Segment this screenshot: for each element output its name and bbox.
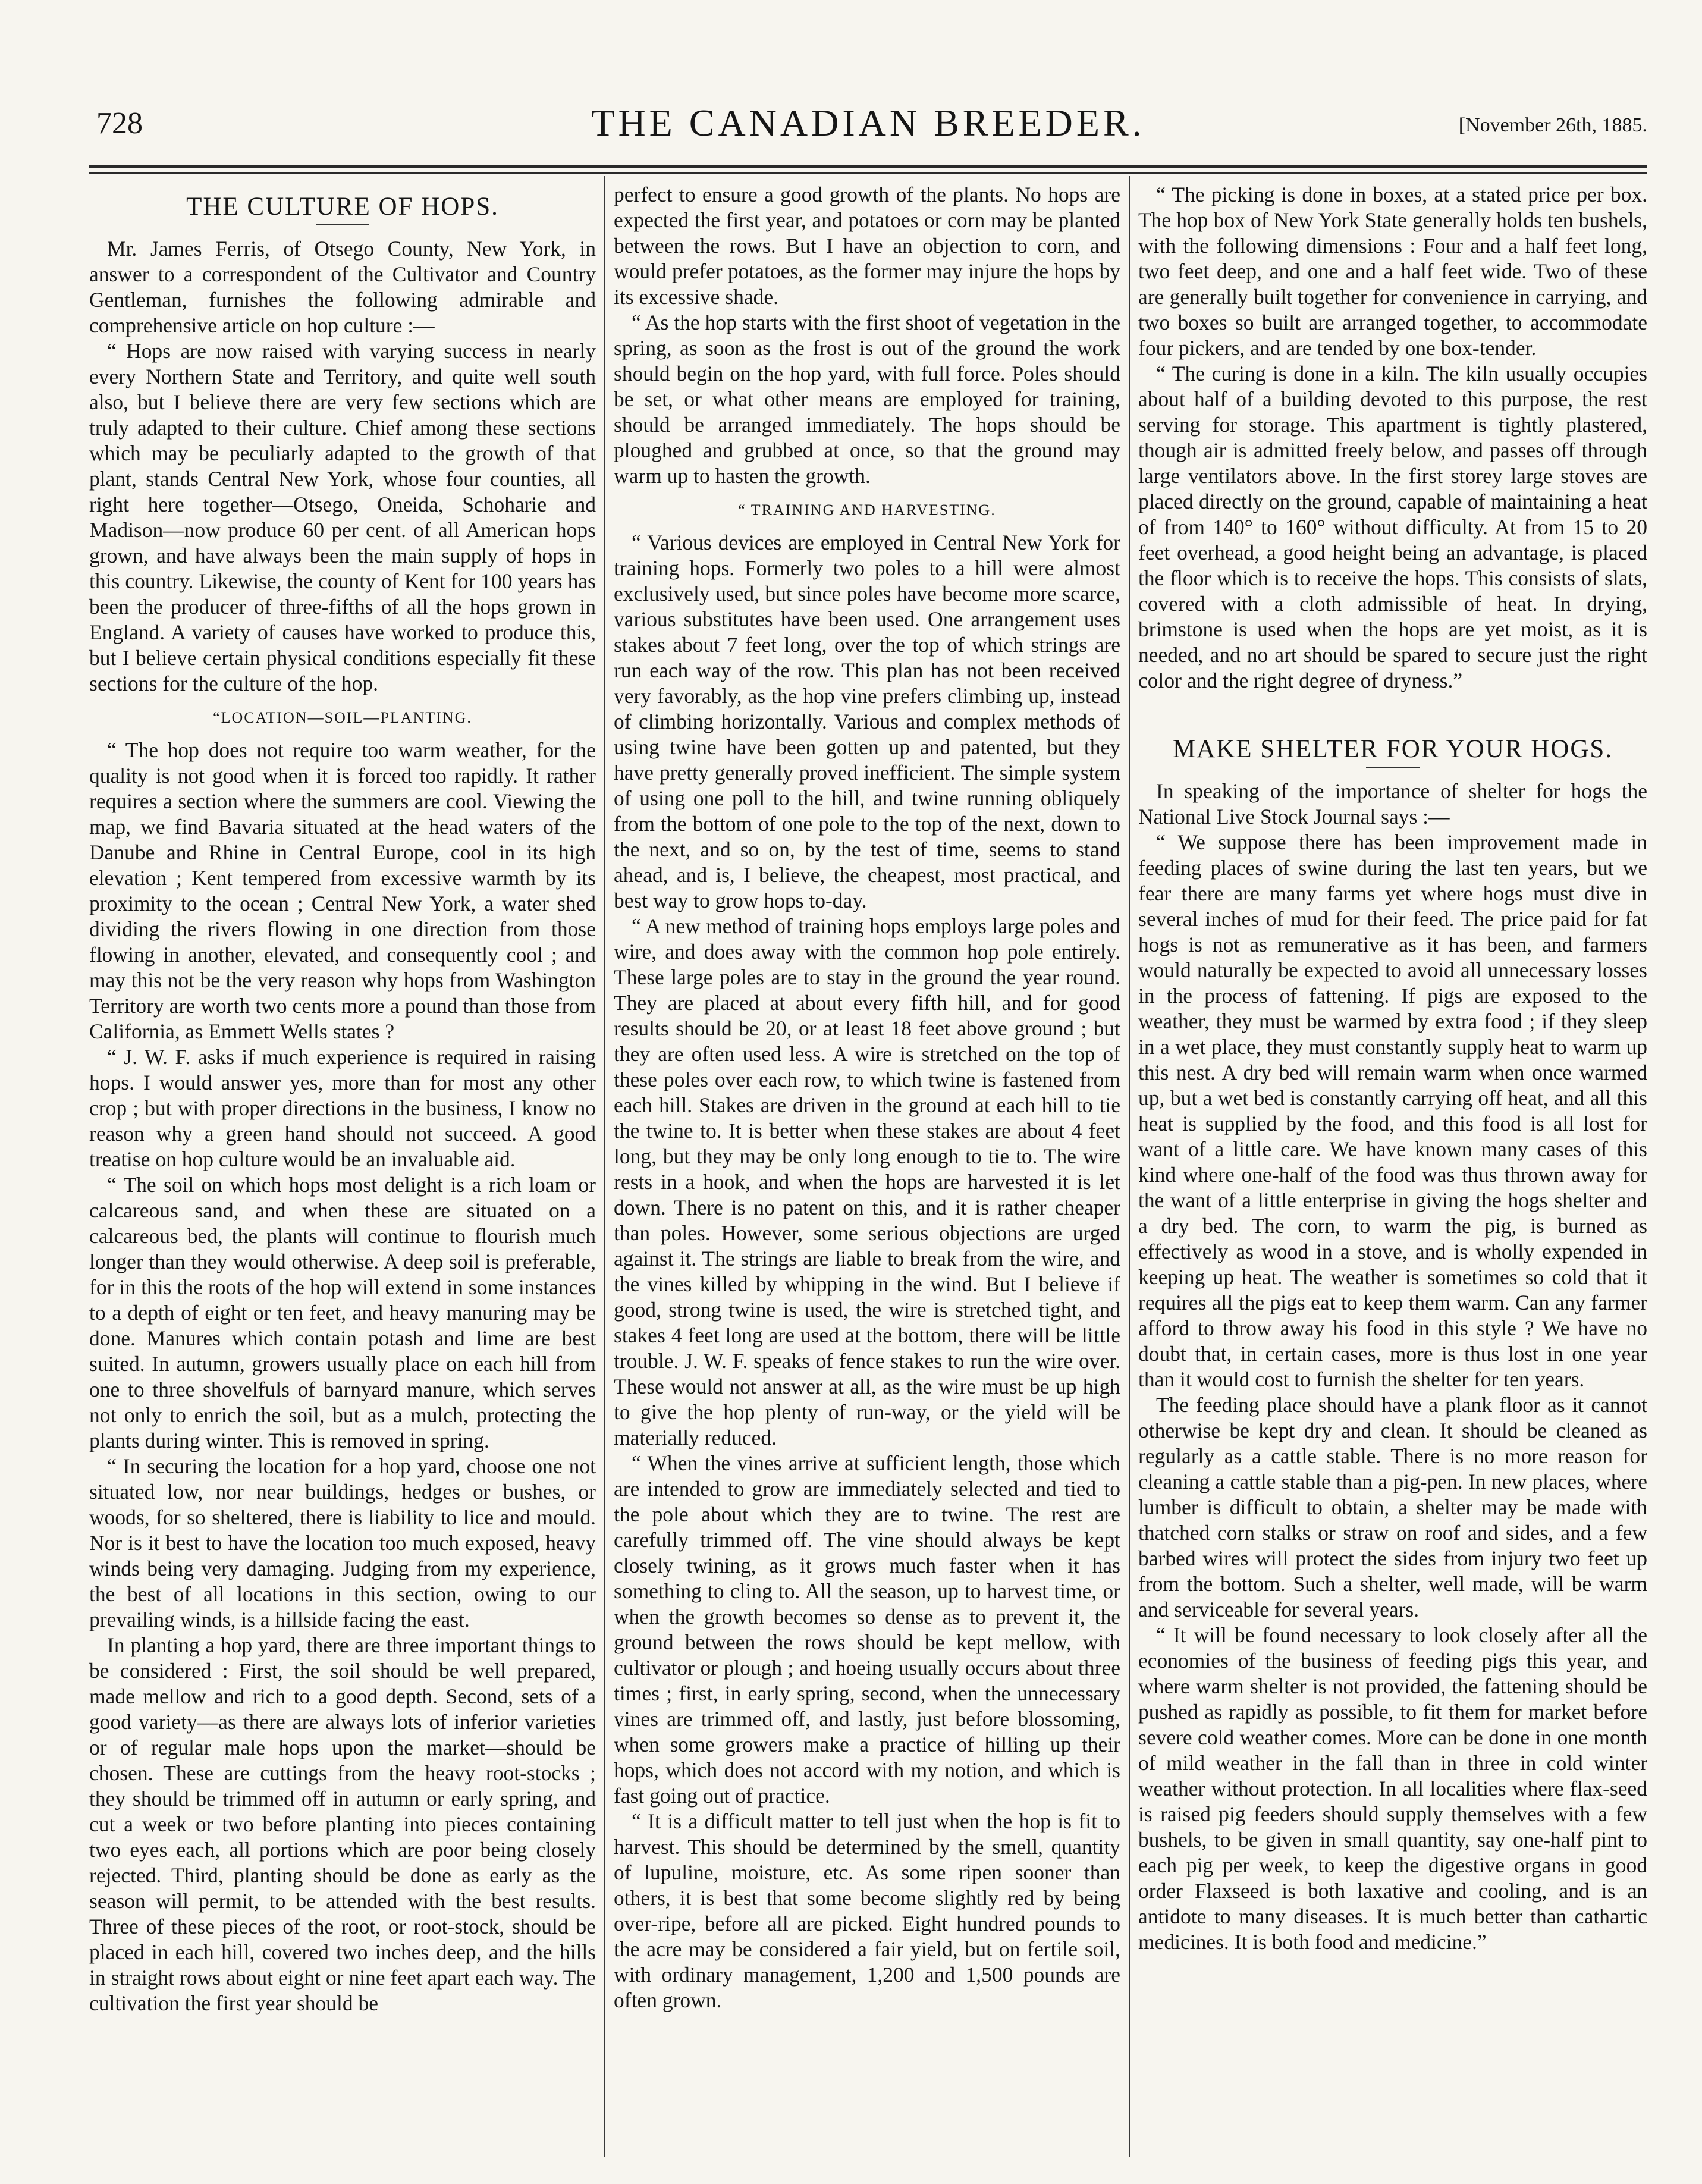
paragraph: In planting a hop yard, there are three important things to be considered : First, the soil should be well prepared, made mellow and rich to a good depth. Second, sets of a good variety—as there are always lots of inferior varieties or of regular male hops upon the market—should be chosen. These are cuttings from the heavy root-stocks ; they should be trimmed off in autumn or early spring, and cut a week or two before planting into pieces containing two eyes each, all portions which are poor being closely rejected. Third, planting should be done as early as the season will permit, to be attended with the best results. Three of these pieces of the root, or root-stock, should be placed in each hill, covered two inches deep, and the hills in straight rows about eight or nine feet apart each way. The cultivation the first year should be (89, 1633, 596, 2015)
article-title: THE CULTURE OF HOPS. (186, 193, 499, 221)
paragraph: “ Various devices are employed in Central New York for training hops. Formerly two poles to a hill were almost exclusively used, but since poles have become more scarce, various substitutes have been used. One arrangement uses stakes about 7 feet long, over the top of which strings are run each way of the row. This plan has not been received very favorably, as the hop vine prefers climbing up, instead of climbing horizontally. Various and complex methods of using twine have been gotten up and patented, but they have pretty generally proved inefficient. The simple system of using one poll to the hill, and twine running obliquely from the bottom of one pole to the top of the next, down to the next, and so on, by the test of time, seems to stand ahead, and is, I believe, the cheapest, most practical, and best way to grow hops to-day. (614, 531, 1120, 912)
paragraph: “ The soil on which hops most delight is a rich loam or calcareous sand, and when these are situated on a calcareous bed, the plants will continue to flourish much longer than they would otherwise. A deep soil is preferable, for in this the roots of the hop will extend in some instances to a depth of eight or ten feet, and heavy manuring may be done. Manures which contain potash and lime are best suited. In autumn, growers usually place on each hill from one to three shovelfuls of barnyard manure, which serves not only to enrich the soil, but as a mulch, protecting the plants during winter. This is removed in spring. (89, 1173, 596, 1452)
paragraph: “ The picking is done in boxes, at a stated price per box. The hop box of New York State generally holds ten bushels, with the following dimensions : Four and a half feet long, two feet deep, and one and a half feet wide. Two of these are generally built together for convenience in carrying, and two boxes so built are arranged together, to accommodate four pickers, and are tended by one box-tender. (1138, 183, 1647, 360)
paragraph: “ In securing the location for a hop yard, choose one not situated low, nor near buildings, hedges or bushes, or woods, for so sheltered, there is liability to lice and mould. Nor is it best to have the location too much exposed, heavy winds being very damaging. Judging from my experience, the best of all locations in this section, owing to our prevailing winds, is a hillside facing the east. (89, 1454, 596, 1631)
paragraph: “ It will be found necessary to look closely after all the economies of the business of feeding pigs this year, and where warm shelter is not provided, the fattening should be pushed as rapidly as possible, to fit them for market before severe cold weather comes. More can be done in one month of mild weather in the fall than in three in cold winter weather without protection. In all localities where flax-seed is raised pig feeders should supply themselves with a few bushels, to be given in small quantity, say one-half pint to each pig per week, to keep the digestive organs in good order Flaxseed is both laxative and cooling, and is an antidote to many diseases. It is much better than cathartic medicines. It is both food and medicine.” (1138, 1623, 1647, 1954)
paragraph: “ The curing is done in a kiln. The kiln usually occupies about half of a building devoted to this purpose, the rest serving for storage. This apartment is tightly plastered, though air is admitted freely below, and passes off through large ventilators above. In the first storey large stoves are placed directly on the ground, capable of maintaining a heat of from 140° to 160° without difficulty. At from 15 to 20 feet overhead, a good height being an advantage, is placed the floor which is to receive the hops. This consists of slats, covered with a cloth admissible of heat. In drying, brimstone is used when the hops are yet moist, as it is needed, and no art should be spared to secure just the right color and the right degree of dryness.” (1138, 362, 1647, 692)
paragraph: “ A new method of training hops employs large poles and wire, and does away with the common hop pole entirely. These large poles are to stay in the ground the year round. They are placed at about every fifth hill, and for good results should be 20, or at least 18 feet above ground ; but they are often used less. A wire is stretched on the top of these poles over each row, to which twine is fastened from each hill. Stakes are driven in the ground at each hill to tie the twine to. It is better when these stakes are about 4 feet long, but they may be only long enough to tie to. The wire rests in a hook, and when the hops are harvested it is let down. There is no patent on this, and it is rather cheaper than poles. However, some serious objections are urged against it. The strings are liable to break from the wire, and the vines killed by whipping in the wind. But I believe if good, strong twine is used, the wire is stretched tight, and stakes 4 feet long are used at the bottom, there will be little trouble. J. W. F. speaks of fence stakes to run the wire over. These would not answer at all, as the wire must be up high to give the hop plenty of run-way, or the yield will be materially reduced. (614, 914, 1120, 1449)
header-rule (89, 165, 1647, 168)
article-intro: In speaking of the importance of shelter for hogs the National Live Stock Journal says :— (1138, 779, 1647, 829)
paragraph: “ As the hop starts with the first shoot of vegetation in the spring, as soon as the frost is out of the ground the work should begin on the hop yard, with full force. Poles should be set, or what other means are employed for training, should be arranged immediately. The hops should be ploughed and grubbed at once, so that the ground may warm up to hasten the growth. (614, 310, 1120, 488)
paragraph: “ It is a difficult matter to tell just when the hop is fit to harvest. This should be determined by the smell, quantity of lupuline, moisture, etc. As some ripen sooner than others, it is best that some become slightly red by being over-ripe, before all are picked. Eight hundred pounds to the acre may be considered a fair yield, but on fertile soil, with ordinary management, 1,200 and 1,500 pounds are often grown. (614, 1809, 1120, 2012)
header-rule-thin (89, 172, 1647, 174)
column-2 (614, 182, 1120, 2157)
journal-title: THE CANADIAN BREEDER. (591, 102, 1145, 144)
article-gap (1138, 694, 1647, 736)
article-title: MAKE SHELTER FOR YOUR HOGS. (1172, 735, 1613, 763)
section-heading: “LOCATION—SOIL—PLANTING. (213, 709, 472, 726)
paragraph: “ When the vines arrive at sufficient length, those which are intended to grow are immediately selected and tied to the pole about which they are to twine. The rest are carefully trimmed off. The vine should always be kept closely twining, as it grows much faster when it has something to cling to. All the season, up to harvest time, or when the growth becomes so dense as to prevent it, the ground between the rows should be kept mellow, with cultivator or plough ; and hoeing usually occurs about three times ; first, in early spring, second, when the unnecessary vines are trimmed off, and lastly, just before blossoming, when some growers make a practice of hilling up their hops, which does not accord with my notion, and which is fast going out of practice. (614, 1451, 1120, 1808)
title-rule (1366, 767, 1420, 768)
section-heading: “ TRAINING AND HARVESTING. (738, 501, 996, 519)
masthead (89, 101, 1647, 155)
paragraph: “ J. W. F. asks if much experience is required in raising hops. I would answer yes, more than for most any other crop ; but with proper directions in the business, I know no reason why a green hand should not succeed. A good treatise on hop culture would be an invaluable aid. (89, 1045, 596, 1171)
article-intro: Mr. James Ferris, of Otsego County, New York, in answer to a correspondent of the Cultivator and Country Gentleman, furnishes the following admirable and comprehensive article on hop culture :— (89, 237, 596, 337)
title-rule (316, 224, 369, 225)
page-number: 728 (96, 106, 143, 140)
paragraph: “ Hops are now raised with varying success in nearly every Northern State and Territory, and quite well south also, but I believe there are very few sections which are truly adapted to their culture. Chief among these sections which may be peculiarly adapted to the growth of that plant, stands Central New York, whose four counties, all right here together—Otsego, Oneida, Schoharie and Madison—now produce 60 per cent. of all American hops grown, and have always been the main supply of hops in this country. Likewise, the county of Kent for 100 years has been the producer of three-fifths of all the hops grown in England. A variety of causes have worked to produce this, but I believe certain physical conditions especially fit these sections for the culture of the hop. (89, 339, 596, 695)
issue-date: [November 26th, 1885. (1458, 114, 1647, 136)
column-3 (1138, 182, 1647, 2157)
column-divider (1129, 176, 1130, 2157)
paragraph: “ We suppose there has been improvement made in feeding places of swine during the last ten years, but we fear there are many farms yet where hogs must dive in several inches of mud for their feed. The price paid for fat hogs is not as remunerative as it has been, and farmers would naturally be expected to avoid all unnecessary losses in the process of fattening. If pigs are exposed to the weather, they must be warmed by extra food ; if they sleep in a wet place, they must constantly supply heat to warm up this nest. A dry bed will remain warm when once warmed up, but a wet bed is constantly carrying off heat, and all this heat is supplied by the food, and this food is all lost for want of a little care. We have known many cases of this kind where one-half of the food was thus thrown away for the want of a little enterprise in giving the hogs shelter and a dry bed. The corn, to warm the pig, is burned as effectively as wood in a stove, and is wholly expended in keeping up heat. The weather is sometimes so cold that it requires all the pigs eat to keep them warm. Can any farmer afford to throw away his food in this style ? We have no doubt that, in certain cases, more is thus lost in one year than it would cost to furnish the shelter for ten years. (1138, 830, 1647, 1391)
column-1 (89, 182, 596, 2157)
paragraph: perfect to ensure a good growth of the plants. No hops are expected the first year, and potatoes or corn may be planted between the rows. But I have an objection to corn, and would prefer potatoes, as the former may injure the hops by its excessive shade. (614, 183, 1120, 309)
column-divider (604, 176, 605, 2157)
paragraph: The feeding place should have a plank floor as it cannot otherwise be kept dry and clean. It should be cleaned as regularly as a cattle stable. There is no more reason for cleaning a cattle stable than a pig-pen. In new places, where lumber is difficult to obtain, a shelter may be made with thatched corn stalks or straw on roof and sides, and a few barbed wires will protect the sides from injury two feet up from the bottom. Such a shelter, well made, will be warm and serviceable for several years. (1138, 1393, 1647, 1621)
paragraph: “ The hop does not require too warm weather, for the quality is not good when it is forced too rapidly. It rather requires a section where the summers are cool. Viewing the map, we find Bavaria situated at the head waters of the Danube and Rhine in Central Europe, cool in its high elevation ; Kent tempered from excessive warmth by its proximity to the ocean ; Central New York, a water shed dividing the rivers flowing in one direction from those flowing in another, elevated, and consequently cool ; and may this not be the very reason why hops from Washington Territory are worth two cents more a pound than those from California, as Emmett Wells states ? (89, 738, 596, 1043)
